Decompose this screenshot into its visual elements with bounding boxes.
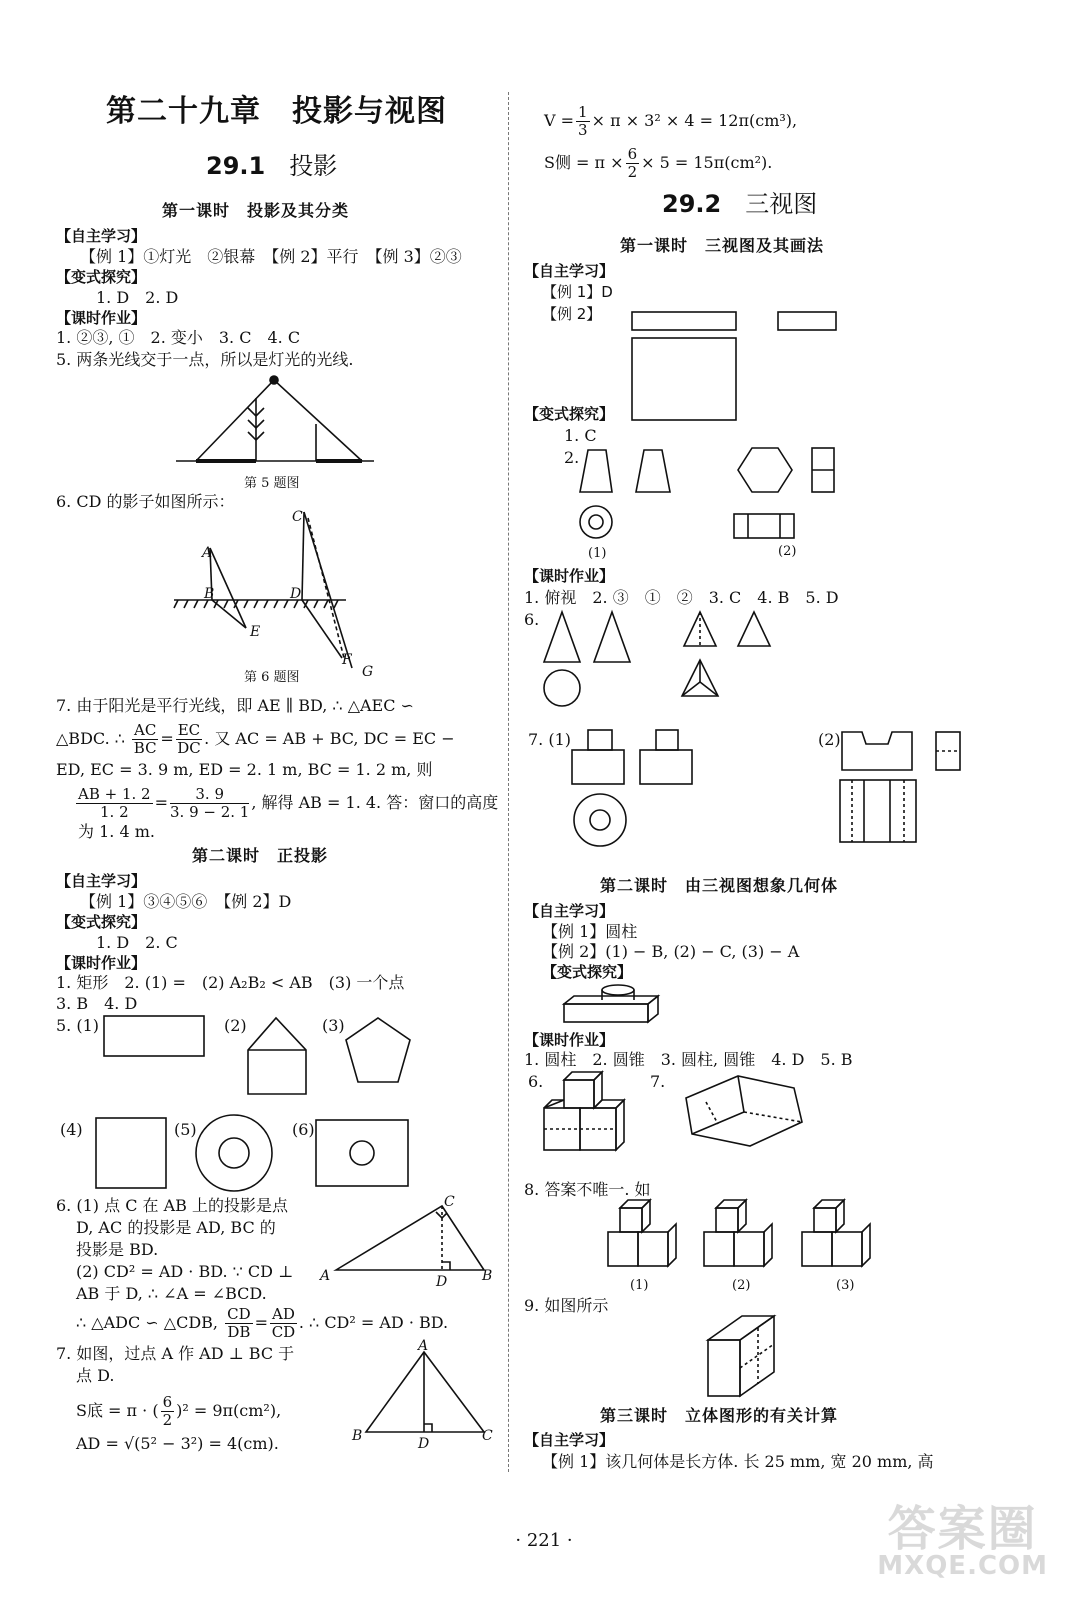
lesson-title: 第一课时 三视图及其画法: [620, 236, 825, 255]
section-title-29-1: [206, 152, 338, 180]
fig-label: 7. (1): [528, 730, 572, 749]
heading-self-study: 【自主学习】: [56, 227, 147, 245]
answer-fraction-line: △BDC. ∴ $\frac{AC}{BC}$ = $\frac{EC}{DC}$ . 又 AC = AB + BC, DC = EC −: [56, 721, 455, 757]
answer-line: ED, EC = 3. 9 m, ED = 2. 1 m, BC = 1. 2 m, 则: [56, 760, 433, 779]
answer-line: 1. D 2. C: [96, 933, 178, 952]
q6-right-triangle: [326, 1198, 496, 1278]
q7-isosceles-triangle: [360, 1348, 500, 1448]
point-label: C: [482, 1428, 493, 1444]
example2-three-views: [624, 308, 844, 426]
answer-line: 1. 俯视 2. ③ ① ② 3. C 4. B 5. D: [524, 588, 839, 607]
fraction: $\frac{EC}{DC}$: [177, 721, 201, 757]
q7-three-views: [568, 724, 988, 850]
section-title-29-2: [662, 190, 818, 218]
fig-label: (3): [836, 1278, 855, 1293]
heading-variant: 【变式探究】: [56, 268, 147, 286]
fig-label: (1): [630, 1278, 649, 1293]
heading-variant: 【变式探究】: [524, 405, 615, 423]
point-label: A: [202, 545, 213, 561]
answer-line: 6. (1) 点 C 在 AB 上的投影是点: [56, 1196, 289, 1215]
heading-self-study: 【自主学习】: [56, 872, 147, 890]
fig-label: (2): [224, 1016, 247, 1035]
fig-label: (2): [732, 1278, 751, 1293]
point-label: A: [418, 1338, 429, 1354]
section-name: 投影: [289, 152, 338, 180]
figure-caption: 第 6 题图: [244, 670, 300, 685]
lesson-title: 第二课时 由三视图想象几何体: [600, 876, 839, 895]
section-number: 29.1: [206, 152, 266, 180]
q6-cone-views: [538, 606, 798, 706]
answer-fraction-line: $\frac{AB + 1. 2}{1. 2}$ = $\frac{3. 9}{3. 9 - 2. 1}$ , 解得 AB = 1. 4. 答：窗口的高度: [78, 785, 499, 821]
heading-variant: 【变式探究】: [542, 963, 633, 981]
column-divider: [508, 92, 509, 1472]
fraction: $\frac{AC}{BC}$: [133, 721, 157, 757]
heading-homework: 【课时作业】: [56, 309, 147, 327]
answer-line: 8. 答案不唯一. 如: [524, 1180, 651, 1199]
fraction: $\frac{AB + 1. 2}{1. 2}$: [78, 785, 151, 821]
point-label: B: [204, 586, 215, 602]
figure-caption: 第 5 题图: [244, 476, 300, 491]
variant-views: [564, 440, 844, 550]
fig-label: (2): [778, 544, 797, 559]
answer-line: 5. 两条光线交于一点，所以是灯光的光线.: [56, 350, 354, 369]
answer-line: 【例 1】该几何体是长方体. 长 25 mm, 宽 20 mm, 高: [542, 1452, 934, 1471]
watermark-logo: [877, 1501, 1048, 1581]
point-label: C: [292, 509, 303, 525]
point-label: G: [362, 664, 374, 680]
answer-fraction-line: S底 = π · ( $\frac{6}{2}$ )² = 9π(cm²),: [76, 1393, 282, 1429]
fig-label: (5): [174, 1120, 197, 1139]
q9-solid: [704, 1312, 814, 1402]
answer-line: 【例 1】D: [542, 283, 613, 301]
answer-line: 9. 如图所示: [524, 1296, 609, 1315]
answer-line: 6.: [524, 610, 540, 629]
watermark-bottom: MXQE.COM: [877, 1551, 1048, 1581]
point-label: D: [436, 1274, 448, 1290]
answer-line: 点 D.: [76, 1366, 115, 1385]
q6-q7-solids: [542, 1068, 812, 1168]
page-number: · 221 ·: [515, 1530, 573, 1551]
fig-label: (4): [60, 1120, 83, 1139]
heading-variant: 【变式探究】: [56, 913, 147, 931]
answer-line: 7. 由于阳光是平行光线，即 AE ∥ BD, ∴ △AEC ∽: [56, 696, 414, 715]
heading-self-study: 【自主学习】: [524, 1431, 615, 1449]
answer-line: 6. CD 的影子如图所示：: [56, 492, 235, 511]
chapter-title: 第二十九章 投影与视图: [106, 94, 447, 129]
point-label: D: [290, 586, 302, 602]
point-label: D: [418, 1436, 430, 1452]
fig-label: 7.: [650, 1072, 666, 1091]
heading-homework: 【课时作业】: [56, 954, 147, 972]
answer-line: 为 1. 4 m.: [78, 822, 155, 841]
answer-line: 【例 2】: [542, 305, 602, 323]
answer-line: 【例 2】(1) − B, (2) − C, (3) − A: [542, 942, 800, 961]
answer-line: 1. 矩形 2. (1) = (2) A₂B₂ < AB (3) 一个点: [56, 973, 405, 992]
fraction: $\frac{3. 9}{3. 9 - 2. 1}$: [170, 785, 250, 821]
q5-projection-figures: [56, 1010, 496, 1200]
formula-volume: V = $\frac{1}{3}$ × π × 3² × 4 = 12π(cm³),: [544, 103, 798, 139]
answer-fraction-line: ∴ △ADC ∽ △CDB, $\frac{CD}{DB}$ = $\frac{AD}{CD}$ . ∴ CD² = AD · BD.: [76, 1305, 449, 1341]
heading-homework: 【课时作业】: [524, 567, 615, 585]
variant-solid: [560, 982, 670, 1028]
fraction: $\frac{6}{2}$: [162, 1393, 173, 1429]
point-label: F: [342, 652, 352, 668]
fig-label: (6): [292, 1120, 315, 1139]
fig-label: (2): [818, 730, 841, 749]
watermark-top: 答案圈: [887, 1501, 1038, 1557]
answer-line: 1. ②③, ① 2. 变小 3. C 4. C: [56, 328, 301, 347]
heading-self-study: 【自主学习】: [524, 902, 615, 920]
point-label: E: [250, 624, 261, 640]
fig-label: (3): [322, 1016, 345, 1035]
answer-line: 2.: [564, 448, 580, 467]
answer-line: 3. B 4. D: [56, 994, 138, 1013]
section-number: 29.2: [662, 190, 722, 218]
answer-line: D, AC 的投影是 AD, BC 的: [76, 1218, 276, 1237]
lesson-title: 第二课时 正投影: [192, 846, 329, 865]
answer-line: (2) CD² = AD · BD. ∵ CD ⊥: [76, 1262, 294, 1281]
answer-line: 【例 1】①灯光 ②银幕 【例 2】平行 【例 3】②③: [80, 247, 462, 266]
fig-label: 6.: [528, 1072, 544, 1091]
section-name: 三视图: [745, 190, 818, 218]
answer-line: 投影是 BD.: [76, 1240, 159, 1259]
answer-line: 1. 圆柱 2. 圆锥 3. 圆柱, 圆锥 4. D 5. B: [524, 1050, 853, 1069]
heading-homework: 【课时作业】: [524, 1031, 615, 1049]
answer-line: AB 于 D, ∴ ∠A = ∠BCD.: [76, 1284, 267, 1303]
answer-line: 1. C: [564, 426, 597, 445]
heading-self-study: 【自主学习】: [524, 262, 615, 280]
fig-label: 5. (1): [56, 1016, 100, 1035]
fraction: $\frac{1}{3}$: [578, 103, 588, 139]
fraction: $\frac{CD}{DB}$: [227, 1305, 251, 1341]
answer-line: AD = √(5² − 3²) = 4(cm).: [76, 1434, 279, 1453]
point-label: C: [444, 1194, 455, 1210]
lesson-title: 第三课时 立体图形的有关计算: [600, 1406, 839, 1425]
answer-line: 【例 1】③④⑤⑥ 【例 2】D: [80, 892, 292, 911]
formula-lateral-area: S侧 = π × $\frac{6}{2}$ × 5 = 15π(cm²).: [544, 145, 773, 181]
figure-5-light-rays: [166, 368, 436, 473]
fraction: $\frac{AD}{CD}$: [271, 1305, 296, 1341]
fraction: $\frac{6}{2}$: [627, 145, 638, 181]
point-label: B: [352, 1428, 363, 1444]
answer-line: 1. D 2. D: [96, 288, 179, 307]
fig-label: (1): [588, 546, 607, 561]
point-label: B: [482, 1268, 493, 1284]
q8-cube-arrangements: [604, 1198, 884, 1278]
answer-line: 【例 1】圆柱: [542, 922, 638, 941]
point-label: A: [320, 1268, 331, 1284]
answer-line: 7. 如图，过点 A 作 AD ⊥ BC 于: [56, 1344, 295, 1363]
lesson-title: 第一课时 投影及其分类: [162, 201, 350, 220]
